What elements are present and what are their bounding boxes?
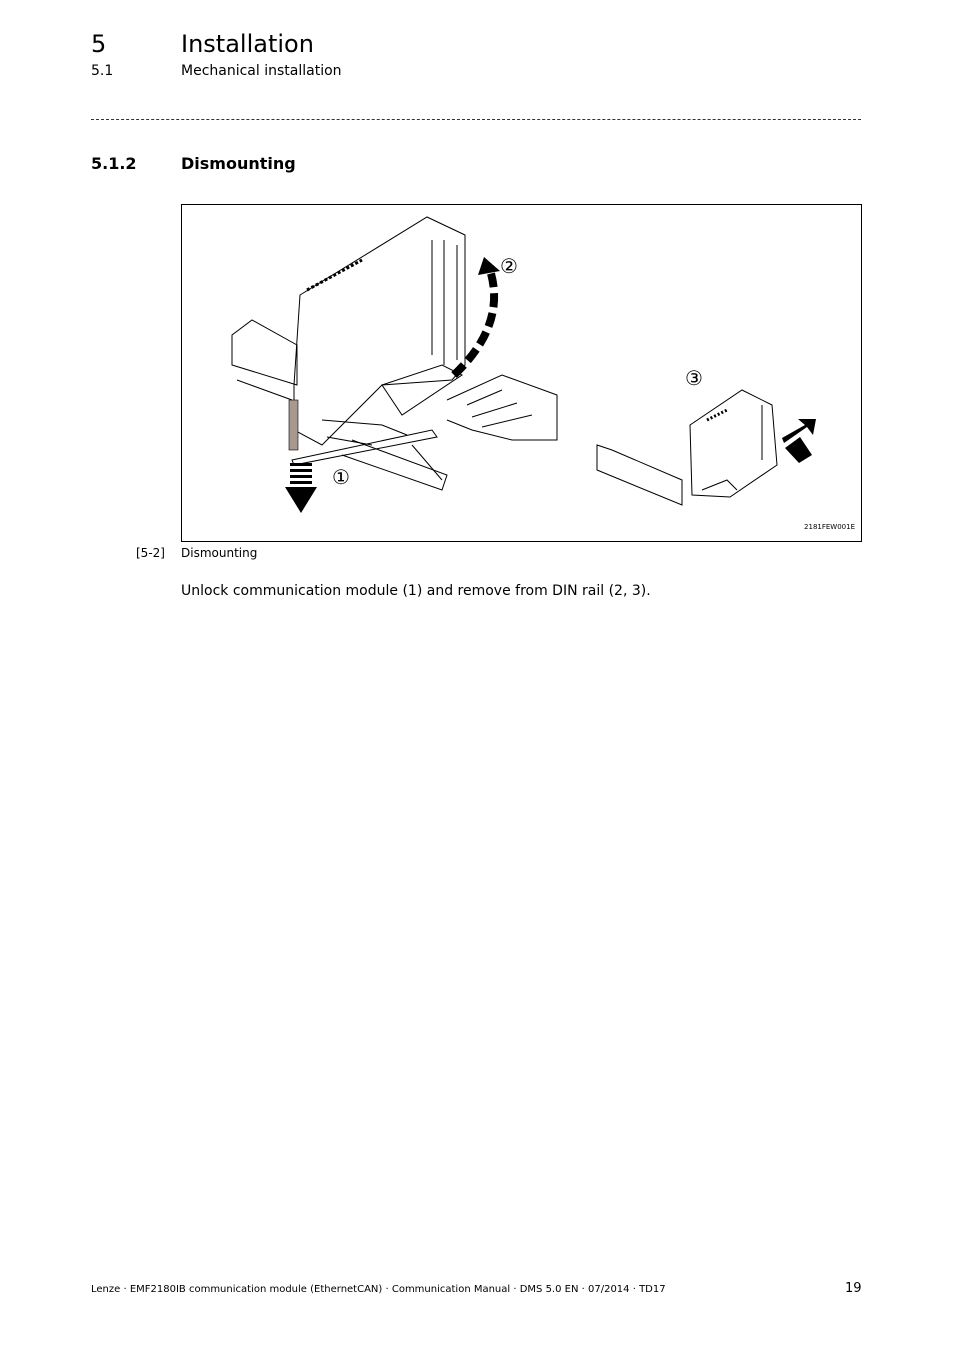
module-body-right <box>690 390 777 497</box>
screwdriver <box>292 430 437 465</box>
dismounting-figure <box>181 204 862 542</box>
latch-slider <box>289 400 298 450</box>
arrow-curve-icon <box>454 270 494 375</box>
module-body-left <box>294 217 465 445</box>
subsection-number: 5.1.2 <box>91 154 137 173</box>
section-number: 5.1 <box>91 63 114 79</box>
header-separator <box>91 119 861 120</box>
section-title: Mechanical installation <box>181 63 342 79</box>
figure-caption-number: [5-2] <box>136 546 165 560</box>
step-marker-3: ③ <box>685 366 703 390</box>
chapter-number: 5 <box>91 30 107 58</box>
body-paragraph: Unlock communication module (1) and remove from DIN rail (2, 3). <box>181 583 651 599</box>
chapter-title: Installation <box>181 30 314 58</box>
din-rail-right <box>597 445 682 505</box>
figure-caption-text: Dismounting <box>181 546 258 560</box>
page-number: 19 <box>845 1281 862 1296</box>
arrow-down-icon <box>285 463 317 513</box>
din-rail-bottom <box>342 440 447 490</box>
dismounting-illustration <box>182 205 862 542</box>
footer-text: Lenze · EMF2180IB communication module (EthernetCAN) · Communication Manual · DMS 5.0 EN · 07/2014 · TD17 <box>91 1284 666 1295</box>
step-marker-1: ① <box>332 465 350 489</box>
din-rail-left <box>232 320 297 385</box>
figure-code: 2181FEW001E <box>804 523 855 531</box>
subsection-title: Dismounting <box>181 154 296 173</box>
step-marker-2: ② <box>500 254 518 278</box>
